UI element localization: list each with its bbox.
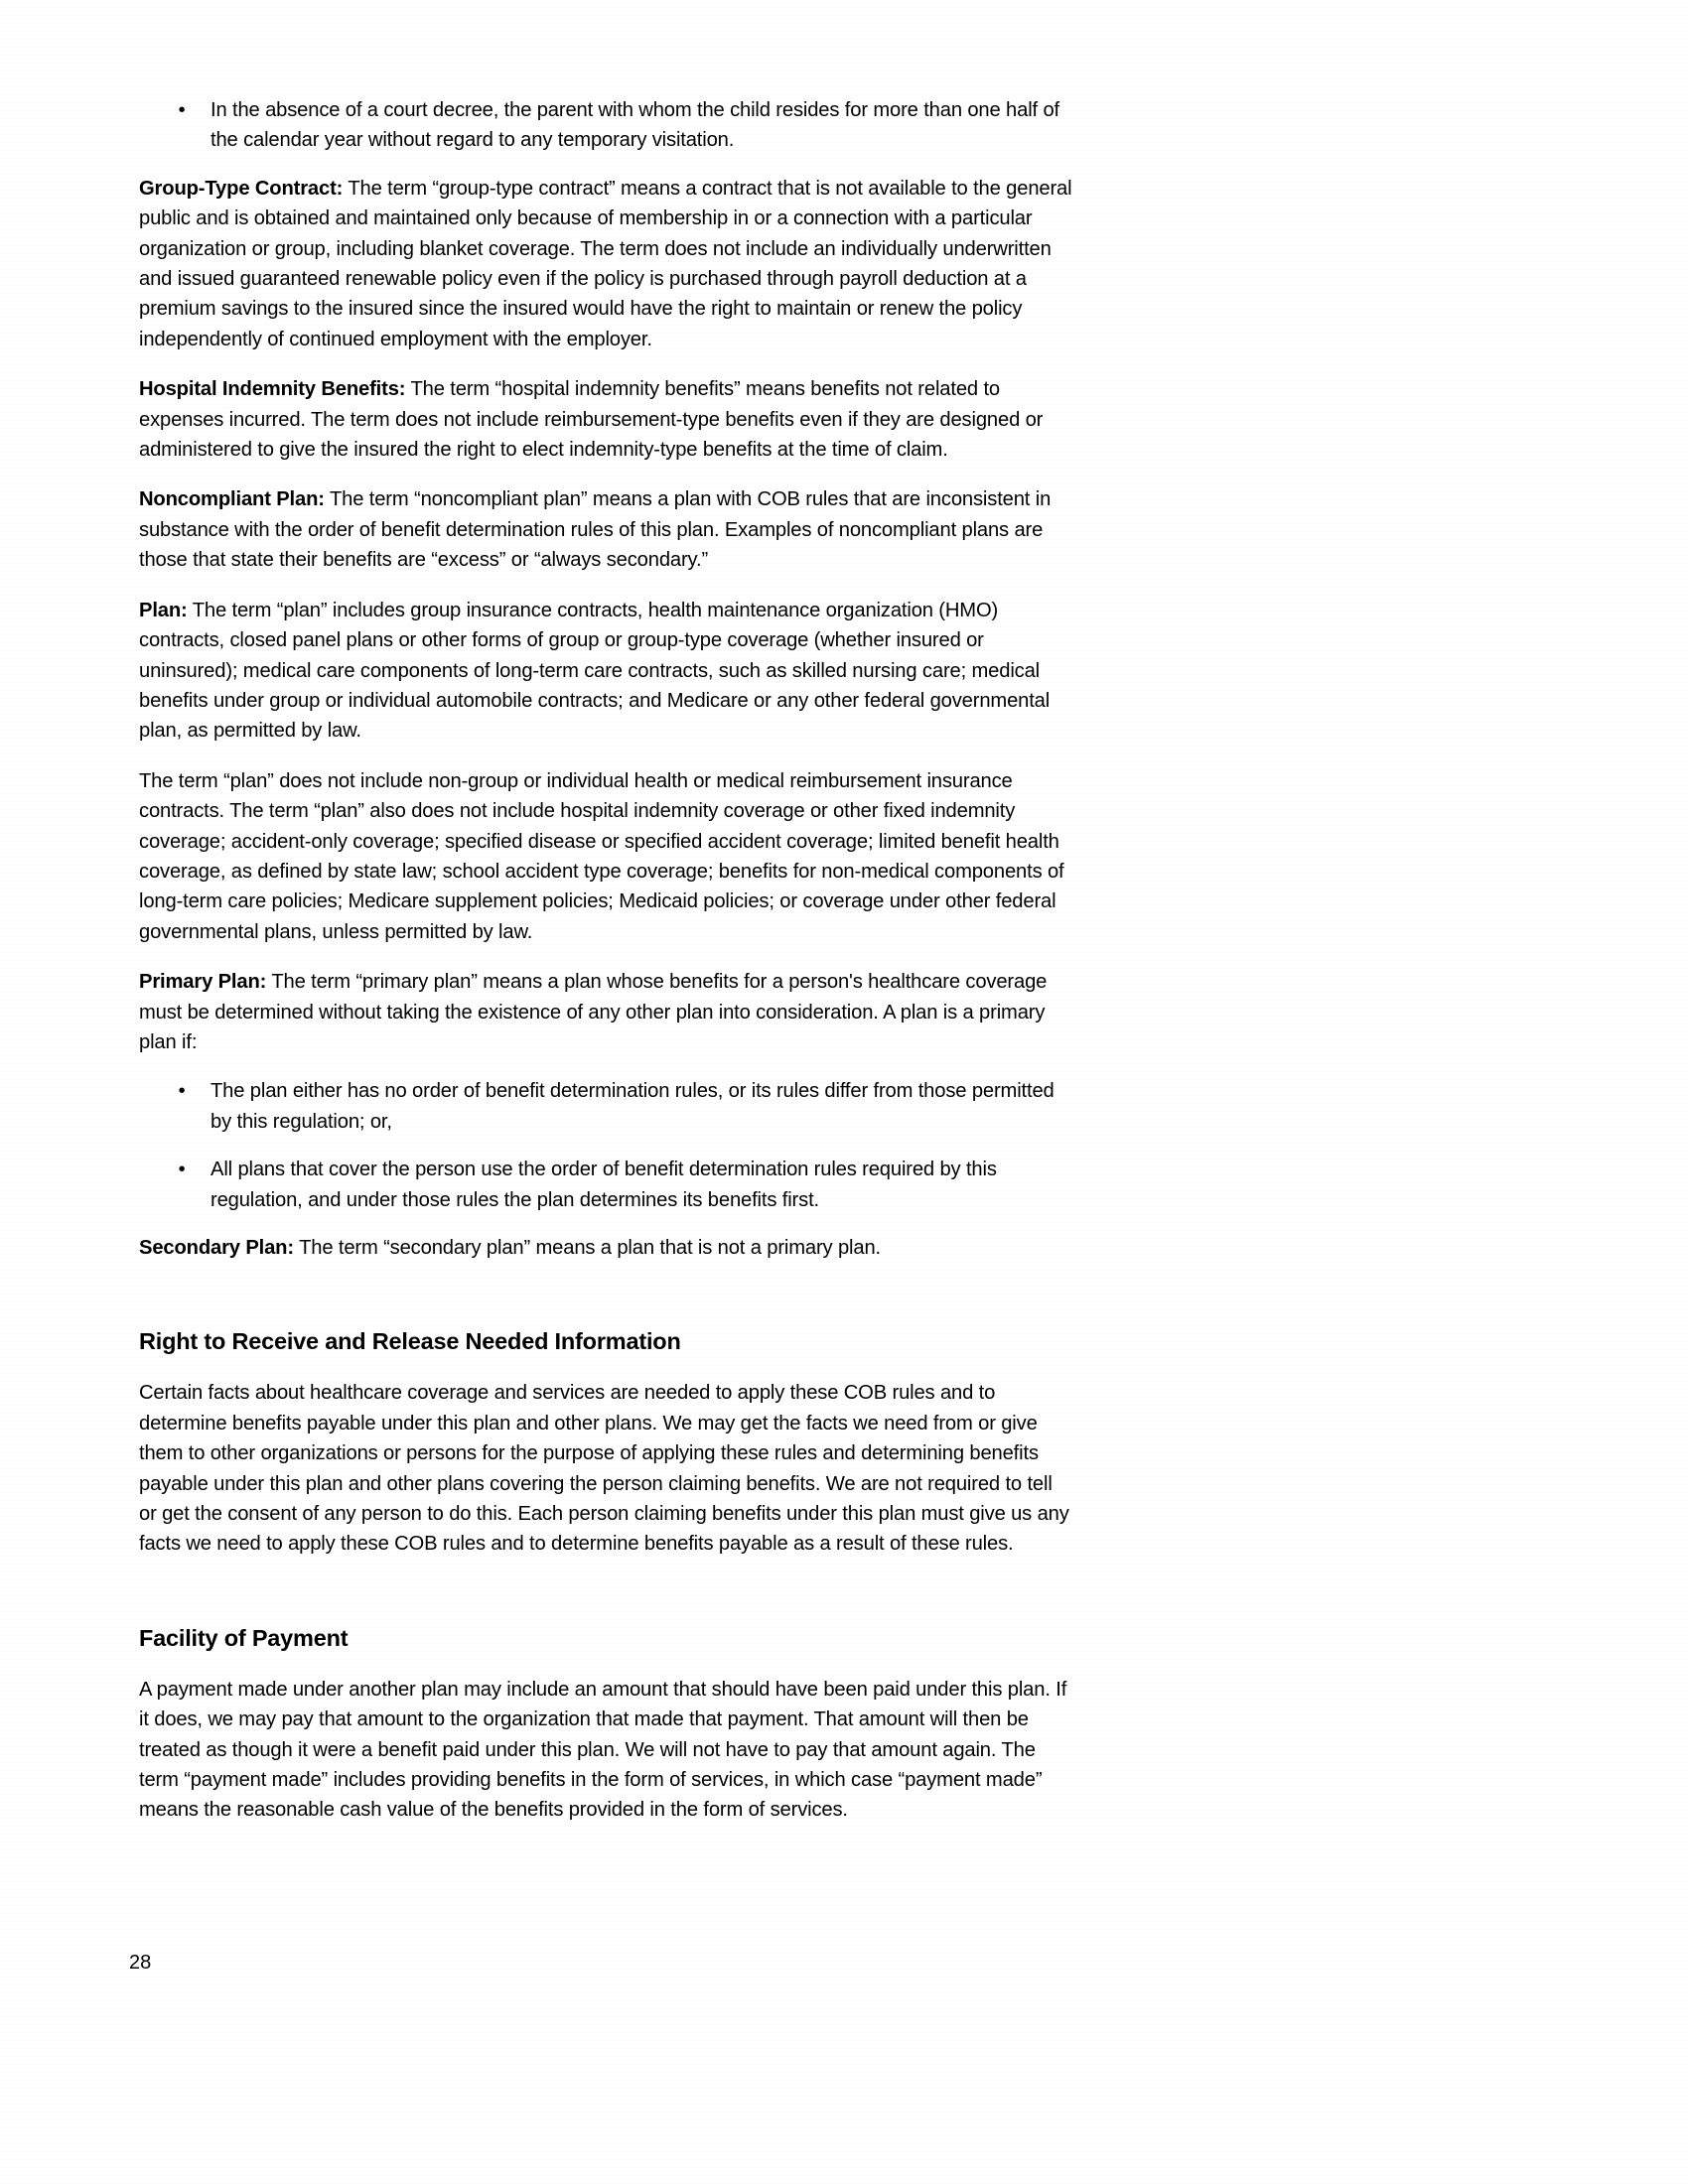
- plan-exclusions-paragraph: The term “plan” does not include non-group or individual health or medical reimbursement insurance contracts. The term “plan” also does not include hospital indemnity coverage or other fixed indemnity coverage; accident-only coverage; specified disease or specified accident coverage; limited benefit health coverage, as defined by state law; school accident type coverage; benefits for non-medical components of long-term care policies; Medicare supplement policies; Medicaid policies; or coverage under other federal governmental plans, unless permitted by law.: [139, 769, 1064, 943]
- section-body-facility-of-payment: A payment made under another plan may include an amount that should have been paid under this plan. If it does, we may pay that amount to the organization that made that payment. That amount will then be treated as though it were a benefit paid under this plan. We will not have to pay that amount again. The term “payment made” includes providing benefits in the form of services, in which case “payment made” means the reasonable cash value of the benefits provided in the form of services.: [139, 1678, 1067, 1822]
- bullet-text: In the absence of a court decree, the parent with whom the child resides for more than one half of the calendar year without regard to any temporary visitation.: [211, 99, 1059, 152]
- definition-text: The term “noncompliant plan” means a plan with COB rules that are inconsistent in substance with the order of benefit determination rules of this plan. Examples of noncompliant plans are those that state their benefits are “excess” or “always secondary.”: [139, 488, 1052, 572]
- page-content: [139, 95, 1074, 1845]
- list-item: [139, 1155, 1074, 1215]
- spacer: [139, 1653, 1074, 1675]
- bullet-icon: •: [178, 99, 186, 121]
- definition-text: The term “hospital indemnity benefits” means benefits not related to expenses incurred. The term does not include reimbursement-type benefits even if they are designed or administered to give the insured the right to elect indemnity-type benefits at the time of claim.: [139, 378, 1044, 462]
- definition-group-type-contract: [139, 174, 1074, 354]
- definition-term: Primary Plan:: [139, 971, 267, 994]
- definition-noncompliant-plan: [139, 484, 1074, 575]
- bullet-icon: •: [178, 1159, 186, 1181]
- definition-term: Group-Type Contract:: [139, 177, 344, 200]
- list-item: [139, 1076, 1074, 1137]
- definition-primary-plan: [139, 967, 1074, 1057]
- court-decree-bullet-list: [139, 95, 1074, 156]
- bullet-text: All plans that cover the person use the order of benefit determination rules required by this regulation, and under those rules the plan determines its benefits first.: [211, 1159, 997, 1211]
- list-item: [139, 95, 1074, 156]
- definition-text: The term “group-type contract” means a contract that is not available to the general public and is obtained and maintained only because of membership in or a connection with a particular organization or group, including blanket coverage. The term does not include an individually underwritten and issued guaranteed renewable policy even if the policy is purchased through payroll deduction at a premium savings to the insured since the insured would have the right to maintain or renew the policy independently of continued employment with the employer.: [139, 177, 1072, 350]
- spacer: [139, 1283, 1074, 1326]
- page-number: 28: [129, 1952, 152, 1974]
- definition-text: The term “primary plan” means a plan whose benefits for a person's healthcare coverage must be determined without taking the existence of any other plan into consideration. A plan is a primary plan if:: [139, 971, 1048, 1053]
- section-heading-facility-of-payment: Facility of Payment: [139, 1624, 349, 1651]
- spacer: [139, 1579, 1074, 1623]
- definition-term: Secondary Plan:: [139, 1237, 294, 1259]
- section-body-right-to-receive: Certain facts about healthcare coverage and services are needed to apply these COB rules and to determine benefits payable under this plan and other plans. We may get the facts we need from or give them to other organizations or persons for the purpose of applying these rules and determining benefits payable under this plan and other plans covering the person claiming benefits. We are not required to tell or get the consent of any person to do this. Each person claiming benefits under this plan must give us any facts we need to apply these COB rules and to determine benefits payable as a result of these rules.: [139, 1382, 1069, 1556]
- definition-hospital-indemnity-benefits: [139, 374, 1074, 465]
- definition-term: Hospital Indemnity Benefits:: [139, 378, 406, 401]
- spacer: [139, 1356, 1074, 1378]
- definition-secondary-plan: [139, 1233, 1074, 1263]
- bullet-text: The plan either has no order of benefit determination rules, or its rules differ from those permitted by this regulation; or,: [211, 1080, 1055, 1133]
- definition-term: Plan:: [139, 599, 188, 621]
- section-heading-right-to-receive: Right to Receive and Release Needed Information: [139, 1328, 681, 1355]
- definition-plan: [139, 596, 1074, 747]
- definition-term: Noncompliant Plan:: [139, 488, 325, 511]
- bullet-icon: •: [178, 1080, 186, 1103]
- definition-text: The term “secondary plan” means a plan that is not a primary plan.: [299, 1237, 881, 1259]
- definition-text: The term “plan” includes group insurance contracts, health maintenance organization (HMO) contracts, closed panel plans or other forms of group or group-type coverage (whether insured or uninsured); medical care components of long-term care contracts, such as skilled nursing care; medical benefits under group or individual automobile contracts; and Medicare or any other federal governmental plan, as permitted by law.: [139, 599, 1051, 743]
- primary-plan-bullet-list: [139, 1076, 1074, 1215]
